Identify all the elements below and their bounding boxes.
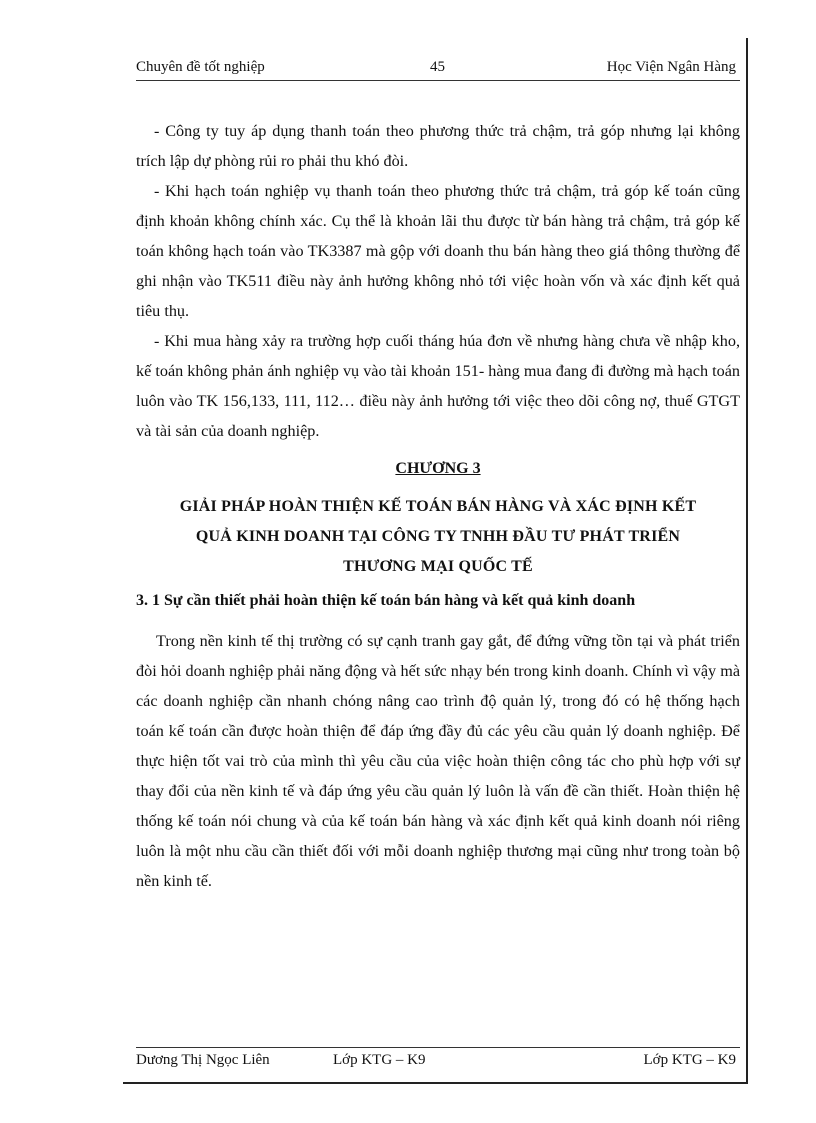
section-heading: 3. 1 Sự cần thiết phải hoàn thiện kế toán bán hàng và kết quả kinh doanh xyxy=(136,592,636,609)
chapter-title-line-2: QUẢ KINH DOANH TẠI CÔNG TY TNHH ĐẦU TƯ PHÁT TRIỂN xyxy=(195,528,681,545)
section-paragraph: Trong nền kinh tế thị trường có sự cạnh tranh gay gắt, để đứng vững tồn tại và phát triển đòi hỏi doanh nghiệp phải năng động và hết sức nhạy bén trong kinh doanh. Chính vì vậy mà các doanh nghiệp cần nhanh chóng nâng cao trình độ quản lý, trong đó có hệ thống hạch toán kế toán cần được hoàn thiện để đáp ứng đầy đủ các yêu cầu quản lý doanh nghiệp. Để thực hiện tốt vai trò của mình thì yêu cầu của việc hoàn thiện công tác cho phù hợp với sự thay đổi của nền kinh tế và đáp ứng yêu cầu quản lý luôn là vấn đề cần thiết. Hoàn thiện hệ thống kế toán nói chung và của kế toán bán hàng và xác định kết quả kinh doanh nói riêng luôn là một nhu cầu cần thiết đối với mỗi doanh nghiệp thương mại cũng như trong toàn bộ nền kinh tế. xyxy=(136,632,740,890)
document-body xyxy=(136,116,740,896)
chapter-title xyxy=(136,492,740,582)
page-footer xyxy=(136,1047,740,1070)
chapter-title-line-3: THƯƠNG MẠI QUỐC TẾ xyxy=(343,558,533,575)
page-number: 45 xyxy=(430,59,445,75)
footer-class-center: Lớp KTG – K9 xyxy=(333,1052,426,1068)
header-right-text: Học Viện Ngân Hàng xyxy=(606,59,736,75)
footer-class-right: Lớp KTG – K9 xyxy=(643,1052,736,1068)
paragraph-2: - Khi hạch toán nghiệp vụ thanh toán theo phương thức trả chậm, trả góp kế toán cũng định khoản không chính xác. Cụ thể là khoản lãi thu được từ bán hàng trả chậm, trả góp kế toán không hạch toán vào TK3387 mà gộp với doanh thu bán hàng theo giá thông thường để ghi nhận vào TK511 điều này ảnh hưởng không nhỏ tới việc hoàn vốn và xác định kết quả tiêu thụ. xyxy=(136,182,740,320)
chapter-label: CHƯƠNG 3 xyxy=(395,460,481,477)
header-left-text: Chuyên đề tốt nghiệp xyxy=(136,59,265,75)
page-header xyxy=(136,58,740,81)
paragraph-1: - Công ty tuy áp dụng thanh toán theo phương thức trả chậm, trả góp nhưng lại không trích lập dự phòng rủi ro phải thu khó đòi. xyxy=(136,122,740,170)
paragraph-3: - Khi mua hàng xảy ra trường hợp cuối tháng húa đơn về nhưng hàng chưa về nhập kho, kế toán không phản ánh nghiệp vụ vào tài khoản 151- hàng mua đang đi đường mà hạch toán luôn vào TK 156,133, 111, 112… điều này ảnh hưởng tới việc theo dõi công nợ, thuế GTGT và tài sản của doanh nghiệp. xyxy=(136,332,740,440)
chapter-title-line-1: GIẢI PHÁP HOÀN THIỆN KẾ TOÁN BÁN HÀNG VÀ XÁC ĐỊNH KẾT xyxy=(179,498,697,515)
footer-author: Dương Thị Ngọc Liên xyxy=(136,1052,270,1068)
